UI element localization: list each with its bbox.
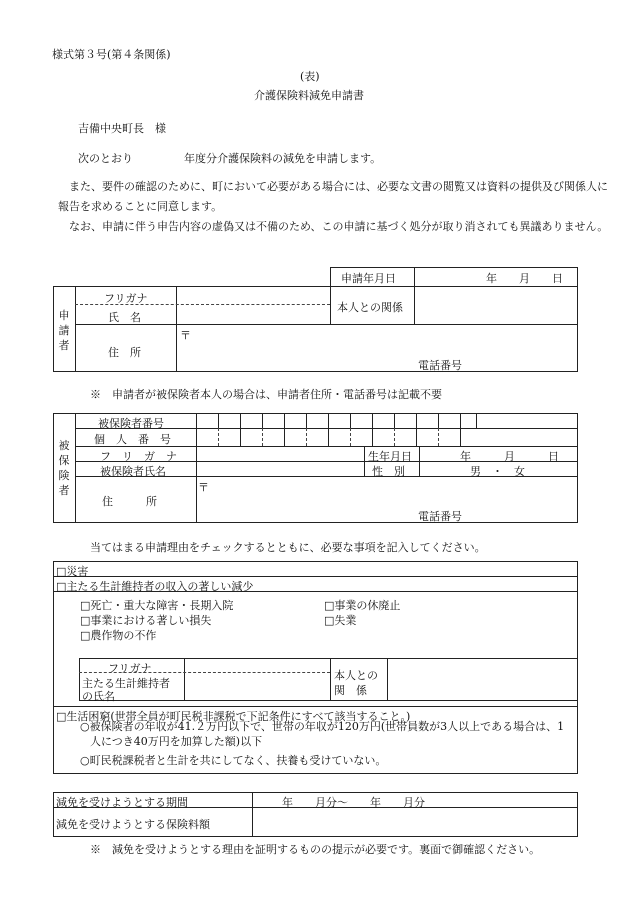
earner-name-label-2: の氏名: [82, 690, 115, 703]
reasons-instruction: 当てはまる申請理由をチェックするとともに、必要な事項を記入してください。: [90, 541, 486, 554]
insured-furigana-label: フ リ ガ ナ: [100, 450, 177, 463]
sex-label: 性 別: [372, 465, 405, 478]
earner-name-input[interactable]: [188, 676, 326, 698]
application-date-label: 申請年月日: [341, 272, 396, 285]
insured-number-label: 被保険者番号: [98, 417, 164, 430]
applicant-name-label: 氏 名: [108, 311, 141, 324]
intro-line-end: 年度分介護保険料の減免を申請します。: [184, 152, 382, 165]
birth-date-field[interactable]: 年 月 日: [460, 450, 559, 463]
insured-address-input[interactable]: [210, 479, 572, 505]
earner-relation-label-2: 関 係: [334, 684, 367, 697]
sex-selector[interactable]: 男 ・ 女: [470, 465, 525, 478]
sub-reason-loss-checkbox[interactable]: □事業における著しい損失: [80, 614, 212, 627]
reason-disaster-checkbox[interactable]: □災害: [56, 565, 89, 578]
insured-section-label: 被保険者: [58, 439, 70, 497]
page-title: 介護保険料減免申請書: [254, 89, 364, 102]
insured-number-input[interactable]: [200, 415, 472, 427]
earner-relation-input[interactable]: [391, 661, 574, 698]
form-number: 様式第３号(第４条関係): [52, 48, 171, 61]
applicant-address-label: 住 所: [108, 346, 141, 359]
earner-furigana-input[interactable]: [188, 660, 326, 671]
reduction-amount-label: 減免を受けようとする保険料額: [56, 818, 210, 831]
consent-paragraph: また、要件の確認のために、町において必要がある場合には、必要な文書の閲覧又は資料の提供及び関係人に報告を求めることに同意します。: [58, 180, 608, 213]
page-side-label: (表): [300, 70, 320, 83]
applicant-furigana-input[interactable]: [180, 289, 326, 303]
declaration-paragraph: なお、申請に伴う申告内容の虚偽又は不備のため、この申請に基づく処分が取り消されても異議ありません。: [58, 220, 609, 233]
earner-relation-label-1: 本人との: [334, 669, 378, 682]
reduction-period-label: 減免を受けようとする期間: [56, 796, 188, 809]
earner-name-label-1: 主たる生計維持者: [82, 677, 170, 690]
insured-name-label: 被保険者氏名: [100, 465, 166, 478]
insured-name-input[interactable]: [200, 463, 360, 475]
sub-reason-crop-checkbox[interactable]: □農作物の不作: [80, 629, 157, 642]
hardship-condition-1: ○被保険者の年収が41.２万円以下で、世帯の年収が120万円(世帯員数が3人以上である場合は、1人につき40万円を加算した額)以下: [80, 720, 565, 748]
intro-line-start: 次のとおり: [78, 152, 133, 165]
applicant-phone-label: 電話番号: [418, 359, 462, 372]
personal-number-input[interactable]: [200, 431, 456, 444]
insured-address-label: 住 所: [102, 495, 157, 508]
insured-furigana-input[interactable]: [200, 448, 360, 460]
reason-income-drop-checkbox[interactable]: □主たる生計維持者の収入の著しい減少: [56, 580, 254, 593]
footer-note: ※ 減免を受けようとする理由を証明するものの提示が必要です。裏面で御確認ください。: [90, 843, 541, 856]
applicant-name-input[interactable]: [180, 307, 326, 322]
applicant-section-label: 申請者: [58, 309, 70, 352]
application-date-field[interactable]: 年 月 日: [486, 272, 563, 285]
earner-furigana-label: フリガナ: [108, 662, 152, 675]
sub-reason-closure-checkbox[interactable]: □事業の休廃止: [324, 599, 401, 612]
applicant-note: ※ 申請者が被保険者本人の場合は、申請者住所・電話番号は記載不要: [90, 388, 442, 401]
applicant-relation-label: 本人との関係: [337, 301, 403, 314]
applicant-postal-mark: 〒: [180, 329, 191, 342]
applicant-relation-input[interactable]: [418, 290, 574, 320]
sub-reason-unemployment-checkbox[interactable]: □失業: [324, 614, 357, 627]
applicant-address-input[interactable]: [192, 327, 572, 355]
reduction-amount-input[interactable]: [256, 811, 574, 833]
addressee: 吉備中央町長 様: [78, 122, 166, 135]
hardship-condition-2: ○町民税課税者と生計を共にしてなく、扶養も受けていない。: [80, 754, 387, 767]
reason-hardship-checkbox[interactable]: □生活困窮(世帯全員が町民税非課税で下記条件にすべて該当すること。): [56, 710, 411, 723]
applicant-furigana-label: フリガナ: [104, 292, 148, 305]
reduction-period-field[interactable]: 年 月分～ 年 月分: [282, 796, 425, 809]
insured-postal-mark: 〒: [198, 481, 209, 494]
birth-date-label: 生年月日: [368, 450, 412, 463]
sub-reason-death-checkbox[interactable]: □死亡・重大な障害・長期入院: [80, 599, 234, 612]
personal-number-label: 個 人 番 号: [94, 433, 171, 446]
insured-phone-label: 電話番号: [418, 510, 462, 523]
